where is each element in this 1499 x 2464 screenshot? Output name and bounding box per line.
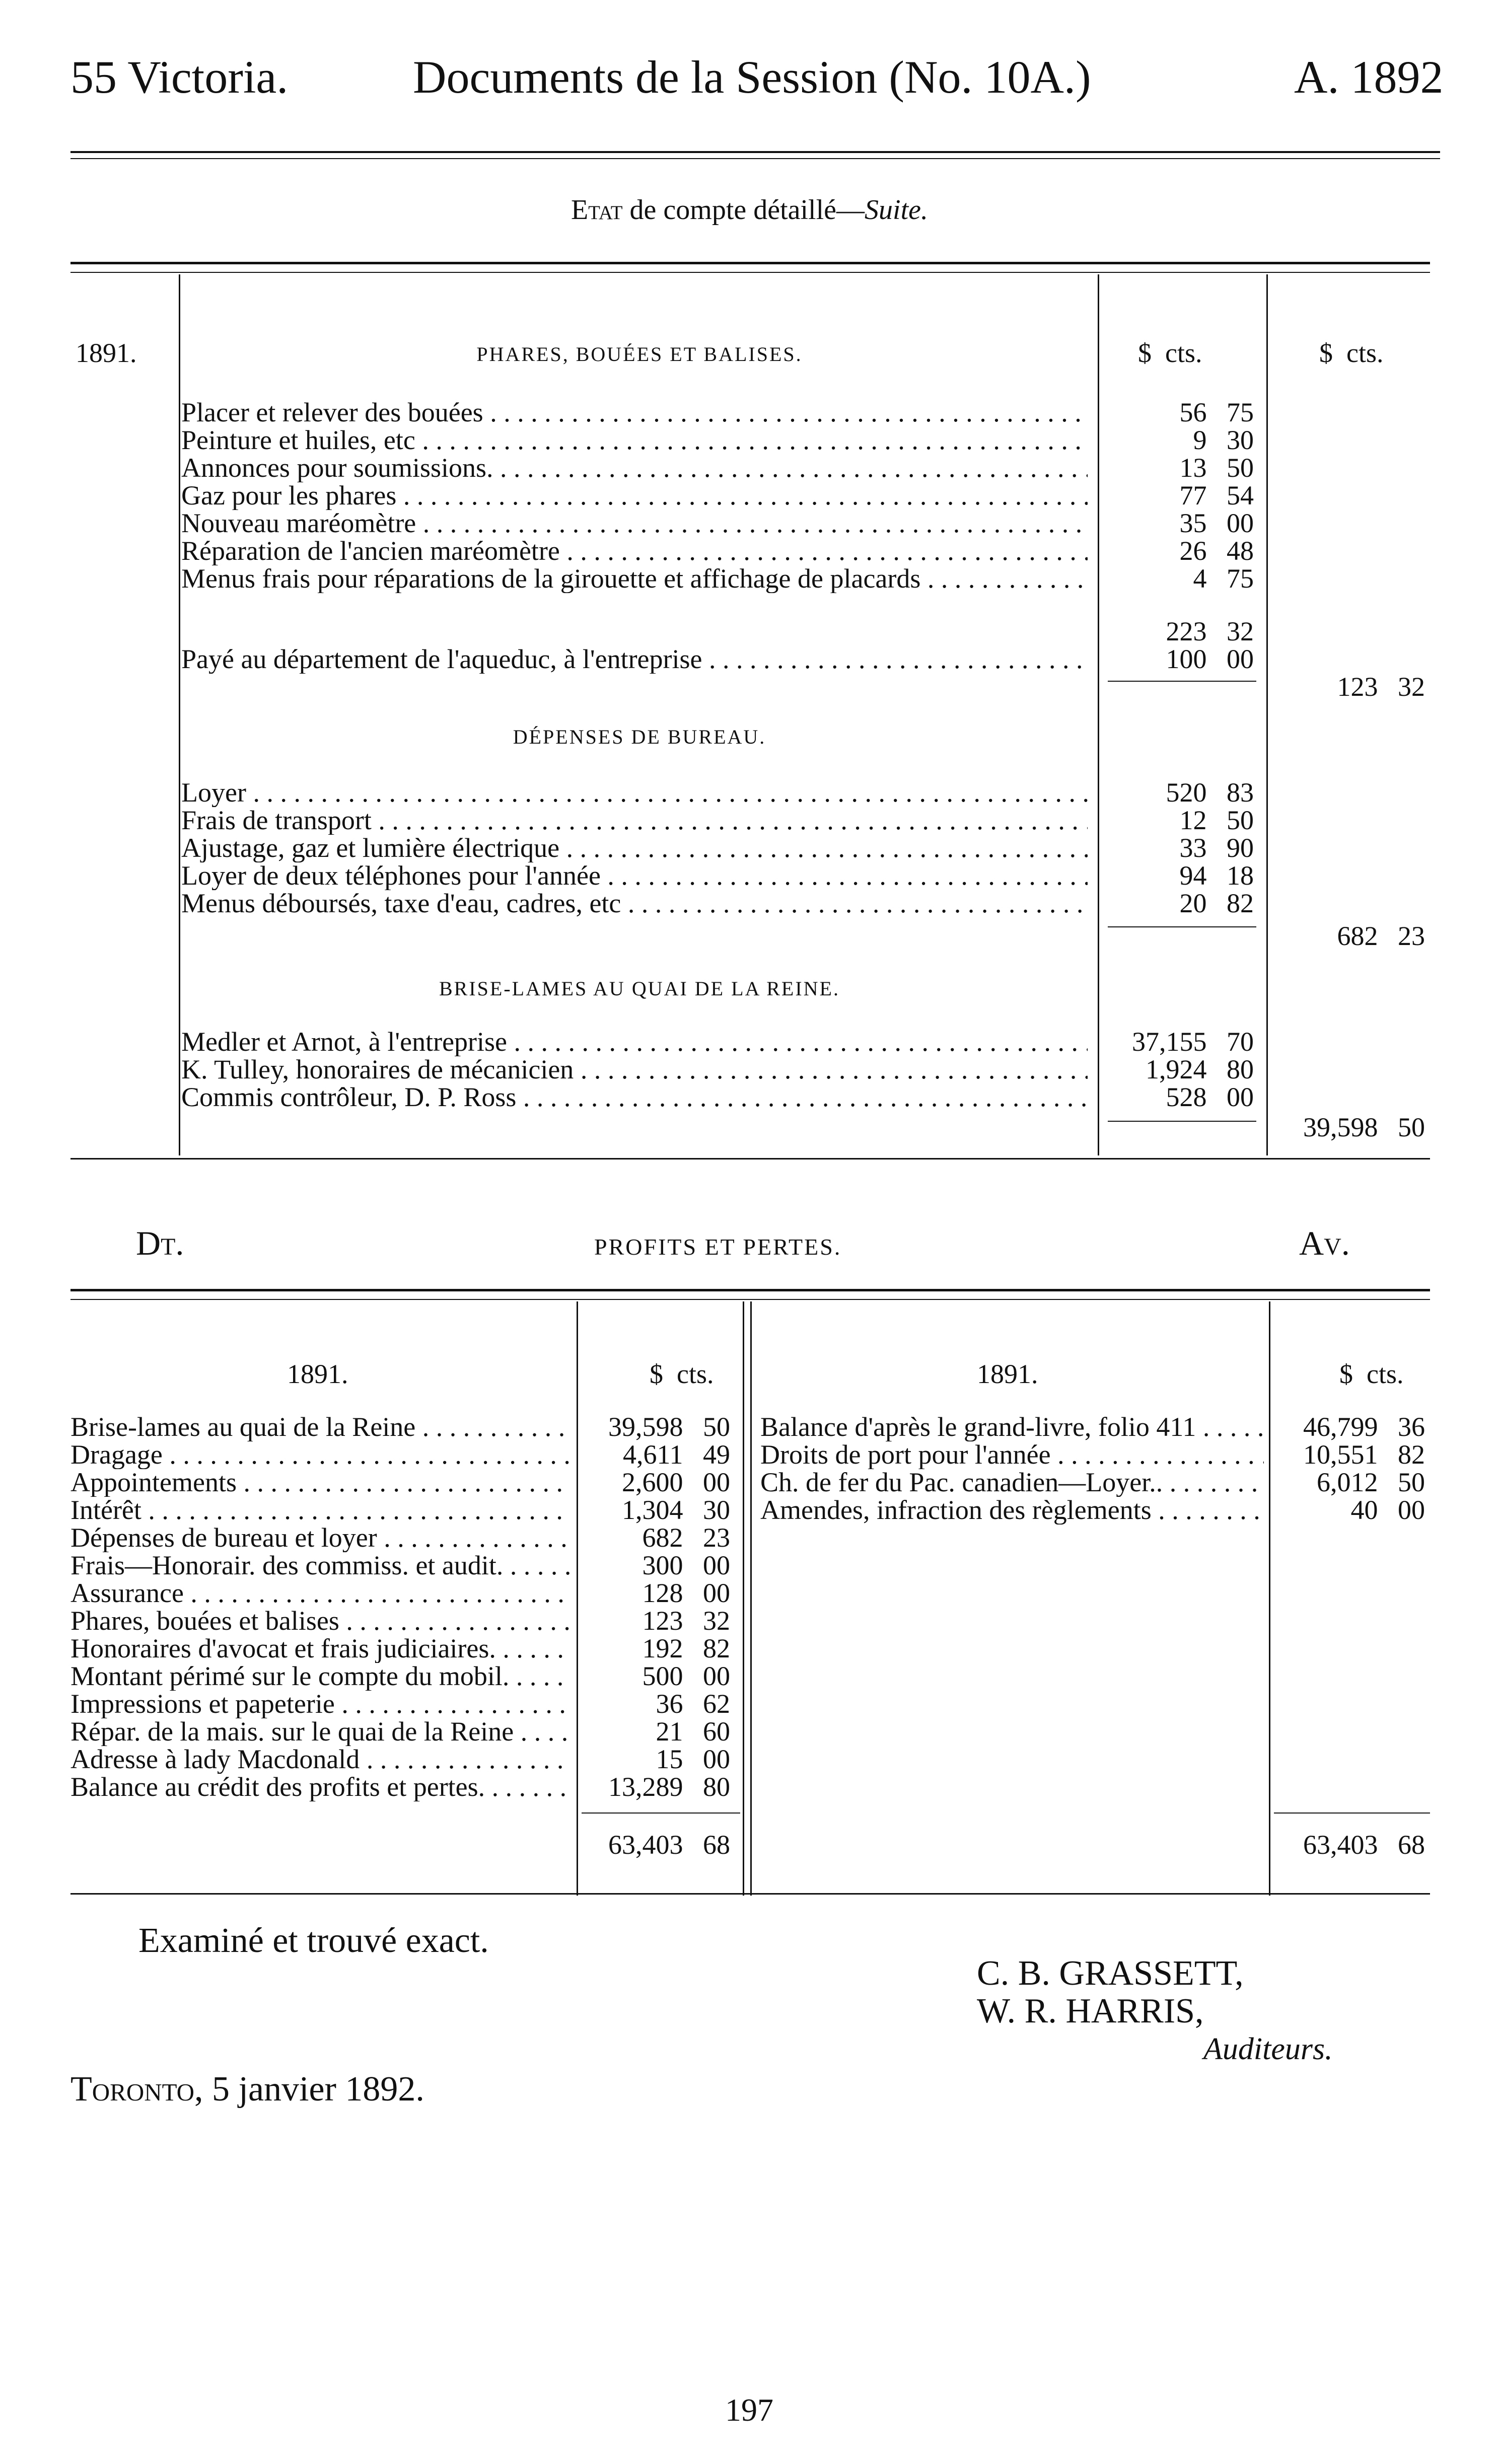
debit-amount: 21 60 [656, 1716, 730, 1747]
credit-amount: 10,551 82 [1303, 1439, 1425, 1470]
line-amount: 37,155 70 [1132, 1027, 1254, 1057]
pl-divider-right [1269, 1301, 1270, 1896]
section-title-phares: PHARES, BOUÉES ET BALISES. [476, 343, 803, 366]
debit-item: Honoraires d'avocat et frais judiciaires. . . . [70, 1634, 572, 1663]
pl-divider-left [577, 1301, 578, 1896]
line-item: Menus déboursés, taxe d'eau, cadres, etc . . . [181, 889, 1088, 918]
debit-sum-rule [582, 1813, 740, 1814]
line-item: Annonces pour soumissions. . . . [181, 453, 1088, 482]
section-total: 682 23 [1337, 921, 1425, 951]
debit-amount: 500 00 [642, 1661, 730, 1691]
section-total: 39,598 50 [1303, 1112, 1425, 1142]
pl-divider-mid-b [750, 1301, 752, 1896]
debit-amount: 39,598 50 [608, 1412, 730, 1442]
line-amount: 77 54 [1179, 480, 1254, 511]
line-amount: 33 90 [1179, 833, 1254, 863]
subtitle-rest: de compte détaillé— [622, 194, 865, 226]
auditor-grassett: C. B. GRASSETT, [977, 1954, 1244, 1993]
line-item: Loyer de deux téléphones pour l'année . . . [181, 861, 1088, 890]
page-subtitle [0, 194, 1499, 226]
debit-amount: 13,289 80 [608, 1772, 730, 1802]
debit-total: 63,403 68 [608, 1830, 730, 1860]
debit-item: Dépenses de bureau et loyer . . . [70, 1523, 572, 1552]
debit-item: Répar. de la mais. sur le quai de la Reine . . . [70, 1717, 572, 1746]
debit-amount: 300 00 [642, 1550, 730, 1580]
credit-item: Balance d'après le grand-livre, folio 411 . . . [760, 1412, 1264, 1441]
debit-amount: 15 00 [656, 1744, 730, 1774]
col2-head-dollar: $ [1319, 338, 1333, 368]
debit-amount: 4,611 49 [623, 1439, 730, 1470]
pl-title: PROFITS ET PERTES. [594, 1234, 842, 1260]
pl-right-head-cts: cts. [1367, 1359, 1404, 1389]
line-item: Frais de transport . . . [181, 806, 1088, 835]
line-item: Payé au département de l'aqueduc, à l'entreprise . . . [181, 644, 1088, 674]
debit-item: Appointements . . . [70, 1468, 572, 1497]
col1-head-cts: cts. [1165, 338, 1202, 368]
line-amount: 13 50 [1179, 453, 1254, 483]
table-top-rule-thin [70, 272, 1430, 273]
page-number: 197 [725, 2392, 773, 2428]
debit-item: Frais—Honorair. des commiss. et audit. . . . [70, 1551, 572, 1580]
line-item: Réparation de l'ancien maréomètre . . . [181, 536, 1088, 565]
table-top-rule [70, 262, 1430, 264]
subtotal-amount: 223 32 [1166, 616, 1254, 646]
pl-top-rule-thin [70, 1299, 1430, 1300]
debit-amount: 2,600 00 [622, 1467, 730, 1497]
header-rule-top [70, 151, 1440, 153]
line-item: K. Tulley, honoraires de mécanicien . . . [181, 1055, 1088, 1084]
line-amount: 9 30 [1193, 425, 1254, 455]
line-item: Placer et relever des bouées . . . [181, 398, 1088, 427]
debit-item: Montant périmé sur le compte du mobil. . . . [70, 1661, 572, 1691]
debit-amount: 123 32 [642, 1606, 730, 1636]
credit-amount: 6,012 50 [1317, 1467, 1425, 1497]
credit-item: Amendes, infraction des règlements . . . [760, 1495, 1264, 1525]
line-amount: 1,924 80 [1146, 1054, 1254, 1084]
header-year: A. 1892 [1294, 51, 1444, 103]
debit-amount: 682 23 [642, 1523, 730, 1553]
header-documents-title: Documents de la Session (No. 10A.) [413, 51, 1091, 103]
pl-credit-mark: Av. [1299, 1224, 1350, 1262]
table-divider-col1 [1266, 274, 1268, 1155]
debit-amount: 192 82 [642, 1633, 730, 1663]
header-rule-bottom [70, 158, 1440, 159]
sum-rule [1108, 681, 1256, 682]
pl-debit-mark: Dt. [136, 1224, 184, 1262]
debit-item: Assurance . . . [70, 1578, 572, 1608]
pl-top-rule [70, 1289, 1430, 1291]
table-divider-year [179, 274, 180, 1155]
line-amount: 35 00 [1179, 508, 1254, 538]
debit-item: Brise-lames au quai de la Reine . . . [70, 1412, 572, 1441]
line-item: Commis contrôleur, D. P. Ross . . . [181, 1082, 1088, 1112]
debit-item: Phares, bouées et balises . . . [70, 1606, 572, 1635]
pl-bottom-rule [70, 1893, 1430, 1895]
pl-left-head-dollar: $ [650, 1359, 663, 1389]
line-amount: 4 75 [1193, 563, 1254, 594]
examined-statement: Examiné et trouvé exact. [138, 1921, 489, 1960]
debit-amount: 1,304 30 [622, 1495, 730, 1525]
line-item: Gaz pour les phares . . . [181, 481, 1088, 510]
table-divider-desc [1098, 274, 1099, 1155]
table-bottom-rule [70, 1158, 1430, 1159]
sum-rule [1108, 926, 1256, 927]
debit-item: Impressions et papeterie . . . [70, 1689, 572, 1718]
debit-amount: 36 62 [656, 1689, 730, 1719]
pl-left-head-cts: cts. [677, 1359, 714, 1389]
place-date-rest: , 5 janvier 1892. [194, 2070, 424, 2109]
line-amount: 12 50 [1179, 805, 1254, 835]
credit-amount: 46,799 36 [1303, 1412, 1425, 1442]
line-item: Peinture et huiles, etc . . . [181, 425, 1088, 455]
credit-item: Ch. de fer du Pac. canadien—Loyer.. . . . [760, 1468, 1264, 1497]
debit-amount: 128 00 [642, 1578, 730, 1608]
debit-item: Dragage . . . [70, 1440, 572, 1469]
section-title-brise-lames: BRISE-LAMES AU QUAI DE LA REINE. [439, 977, 840, 1000]
auditors-role: Auditeurs. [1203, 2032, 1333, 2066]
header-session: 55 Victoria. [70, 51, 289, 103]
auditor-harris: W. R. HARRIS, [977, 1992, 1204, 2031]
line-item: Menus frais pour réparations de la girouette et affichage de placards . . . [181, 564, 1088, 593]
line-item: Medler et Arnot, à l'entreprise . . . [181, 1027, 1088, 1056]
debit-item: Balance au crédit des profits et pertes. . . . [70, 1772, 572, 1801]
place-date [70, 2069, 424, 2110]
line-amount: 94 18 [1179, 860, 1254, 891]
line-item: Loyer . . . [181, 778, 1088, 807]
line-item: Nouveau maréomètre . . . [181, 509, 1088, 538]
pl-left-head [650, 1359, 714, 1389]
line-amount: 520 83 [1166, 777, 1254, 808]
credit-item: Droits de port pour l'année . . . [760, 1440, 1264, 1469]
line-amount: 528 00 [1166, 1082, 1254, 1112]
line-amount: 20 82 [1179, 888, 1254, 918]
section-total: 123 32 [1337, 672, 1425, 702]
place-name: Toronto [70, 2070, 195, 2109]
col2-head [1319, 338, 1384, 368]
pl-right-year: 1891. [977, 1359, 1038, 1389]
pl-divider-mid-a [743, 1301, 744, 1896]
subtitle-italic: Suite. [865, 194, 929, 226]
line-amount: 26 48 [1179, 536, 1254, 566]
line-amount: 100 00 [1166, 644, 1254, 674]
col1-head [1138, 338, 1202, 368]
line-amount: 56 75 [1179, 397, 1254, 427]
credit-sum-rule [1274, 1813, 1430, 1814]
pl-right-head-dollar: $ [1339, 1359, 1353, 1389]
line-item: Ajustage, gaz et lumière électrique . . . [181, 833, 1088, 862]
debit-item: Intérêt . . . [70, 1495, 572, 1525]
section-title-bureau: DÉPENSES DE BUREAU. [513, 726, 766, 748]
sum-rule [1108, 1121, 1256, 1122]
pl-right-head [1339, 1359, 1404, 1389]
col2-head-cts: cts. [1346, 338, 1384, 368]
credit-total: 63,403 68 [1303, 1830, 1425, 1860]
debit-item: Adresse à lady Macdonald . . . [70, 1745, 572, 1774]
pl-left-year: 1891. [287, 1359, 348, 1389]
col1-head-dollar: $ [1138, 338, 1152, 368]
table-year: 1891. [76, 338, 137, 368]
credit-amount: 40 00 [1350, 1495, 1425, 1525]
subtitle-lead: Etat [570, 194, 623, 226]
